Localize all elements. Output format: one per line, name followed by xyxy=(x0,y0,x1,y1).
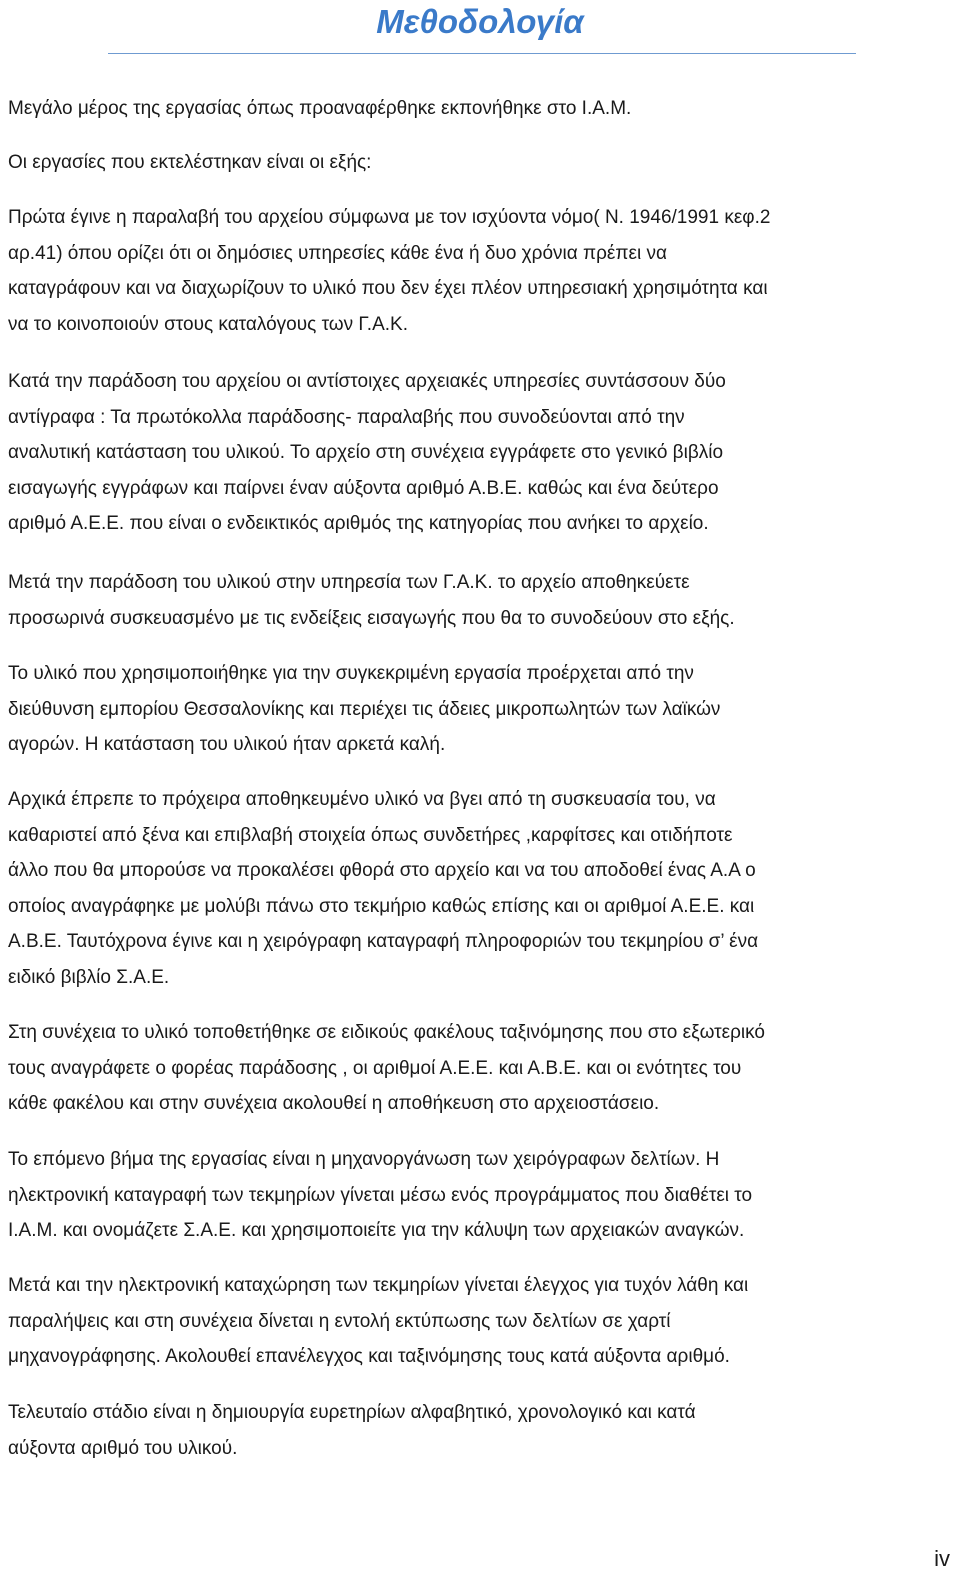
paragraph xyxy=(8,1395,696,1466)
text-line: αριθμό Α.Ε.Ε. που είναι ο ενδεικτικός αριθμός της κατηγορίας που ανήκει το αρχείο. xyxy=(8,513,709,534)
paragraph xyxy=(8,565,735,636)
text-line: Ι.Α.Μ. και ονομάζετε Σ.Α.Ε. και χρησιμοποιείτε για την κάλυψη των αρχειακών αναγκών. xyxy=(8,1220,745,1241)
text-line: Α.Β.Ε. Ταυτόχρονα έγινε και η χειρόγραφη καταγραφή πληροφοριών του τεκμηρίου σ’ ένα xyxy=(8,931,759,952)
text-line: τους αναγράφετε ο φορέας παράδοσης , οι αριθμοί Α.Ε.Ε. και Α.Β.Ε. και οι ενότητες του xyxy=(8,1057,742,1079)
text-line: Τελευταίο στάδιο είναι η δημιουργία ευρετηρίων αλφαβητικό, χρονολογικό και κατά xyxy=(8,1402,696,1423)
paragraph xyxy=(8,364,726,542)
page-number: iv xyxy=(934,1546,950,1571)
text-line: αναλυτική κατάσταση του υλικού. Το αρχείο στη συνέχεια εγγράφετε στο γενικό βιβλίο xyxy=(8,442,724,463)
text-line: Μετά και την ηλεκτρονική καταχώρηση των τεκμηρίων γίνεται έλεγχος για τυχόν λάθη και xyxy=(8,1275,749,1296)
text-line: μηχανογράφησης. Ακολουθεί επανέλεγχος και ταξινόμησης τους κατά αύξοντα αριθμό. xyxy=(8,1346,730,1367)
text-line: παραλήψεις και στη συνέχεια δίνεται η εντολή εκτύπωσης των δελτίων σε χαρτί xyxy=(8,1310,671,1332)
text-line: Πρώτα έγινε η παραλαβή του αρχείου σύμφωνα με τον ισχύοντα νόμο( Ν. 1946/1991 κεφ.2 xyxy=(8,207,771,228)
text-line: να το κοινοποιούν στους καταλόγους των Γ.Α.Κ. xyxy=(8,313,408,335)
text-line: Αρχικά έπρεπε το πρόχειρα αποθηκευμένο υλικό να βγει από τη συσκευασία του, να xyxy=(8,789,716,810)
text-line: αντίγραφα : Τα πρωτόκολλα παράδοσης- παραλαβής που συνοδεύονται από την xyxy=(8,406,685,428)
paragraph xyxy=(8,656,720,763)
text-line: Το επόμενο βήμα της εργασίας είναι η μηχανοργάνωση των χειρόγραφων δελτίων. Η xyxy=(8,1149,720,1170)
text-line: προσωρινά συσκευασμένο με τις ενδείξεις εισαγωγής που θα το συνοδεύουν στο εξής. xyxy=(8,607,735,629)
text-line: κάθε φακέλου και στην συνέχεια ακολουθεί η αποθήκευση στο αρχειοστάσειο. xyxy=(8,1093,660,1114)
text-line: αγορών. Η κατάσταση του υλικού ήταν αρκετά καλή. xyxy=(8,734,446,755)
paragraph xyxy=(8,1142,752,1249)
paragraph xyxy=(8,200,770,342)
paragraph xyxy=(8,91,631,127)
text-line: Το υλικό που χρησιμοποιήθηκε για την συγκεκριμένη εργασία προέρχεται από την xyxy=(8,663,694,684)
text-line: διεύθυνση εμπορίου Θεσσαλονίκης και περιέχει τις άδειες μικροπωλητών των λαϊκών xyxy=(8,698,721,720)
paragraph xyxy=(8,1015,765,1122)
text-line: ειδικό βιβλίο Σ.Α.Ε. xyxy=(8,966,170,988)
text-line: αύξοντα αριθμό του υλικού. xyxy=(8,1437,238,1459)
page-title: Μεθοδολογία xyxy=(376,3,584,40)
text-line: οποίος αναγράφηκε με μολύβι πάνω στο τεκμήριο καθώς επίσης και οι αριθμοί Α.Ε.Ε. και xyxy=(8,895,755,917)
paragraph xyxy=(8,1268,748,1375)
title-underline xyxy=(108,53,856,54)
text-line: Μεγάλο μέρος της εργασίας όπως προαναφέρθηκε εκπονήθηκε στο Ι.Α.Μ. xyxy=(8,98,632,119)
paragraph xyxy=(8,145,371,181)
text-line: καταγράφουν και να διαχωρίζουν το υλικό που δεν έχει πλέον υπηρεσιακή χρησιμότητα και xyxy=(8,278,768,299)
text-line: εισαγωγής εγγράφων και παίρνει έναν αύξοντα αριθμό Α.Β.Ε. καθώς και ένα δεύτερο xyxy=(8,477,719,499)
text-line: αρ.41) όπου ορίζει ότι οι δημόσιες υπηρεσίες κάθε ένα ή δυο χρόνια πρέπει να xyxy=(8,242,667,264)
text-line: Μετά την παράδοση του υλικού στην υπηρεσία των Γ.Α.Κ. το αρχείο αποθηκεύετε xyxy=(8,572,690,593)
text-line: καθαριστεί από ξένα και επιβλαβή στοιχεία όπως συνδετήρες ,καρφίτσες και οτιδήποτε xyxy=(8,824,733,846)
text-line: άλλο που θα μπορούσε να προκαλέσει φθορά στο αρχείο και να του αποδοθεί ένας Α.Α ο xyxy=(8,860,756,881)
text-line: Στη συνέχεια το υλικό τοποθετήθηκε σε ειδικούς φακέλους ταξινόμησης που στο εξωτερικό xyxy=(8,1022,765,1043)
text-line: Κατά την παράδοση του αρχείου οι αντίστοιχες αρχειακές υπηρεσίες συντάσσουν δύο xyxy=(8,371,726,392)
text-line: Οι εργασίες που εκτελέστηκαν είναι οι εξής: xyxy=(8,152,372,173)
text-line: ηλεκτρονική καταγραφή των τεκμηρίων γίνεται μέσω ενός προγράμματος που διαθέτει το xyxy=(8,1184,753,1206)
paragraph xyxy=(8,782,758,995)
